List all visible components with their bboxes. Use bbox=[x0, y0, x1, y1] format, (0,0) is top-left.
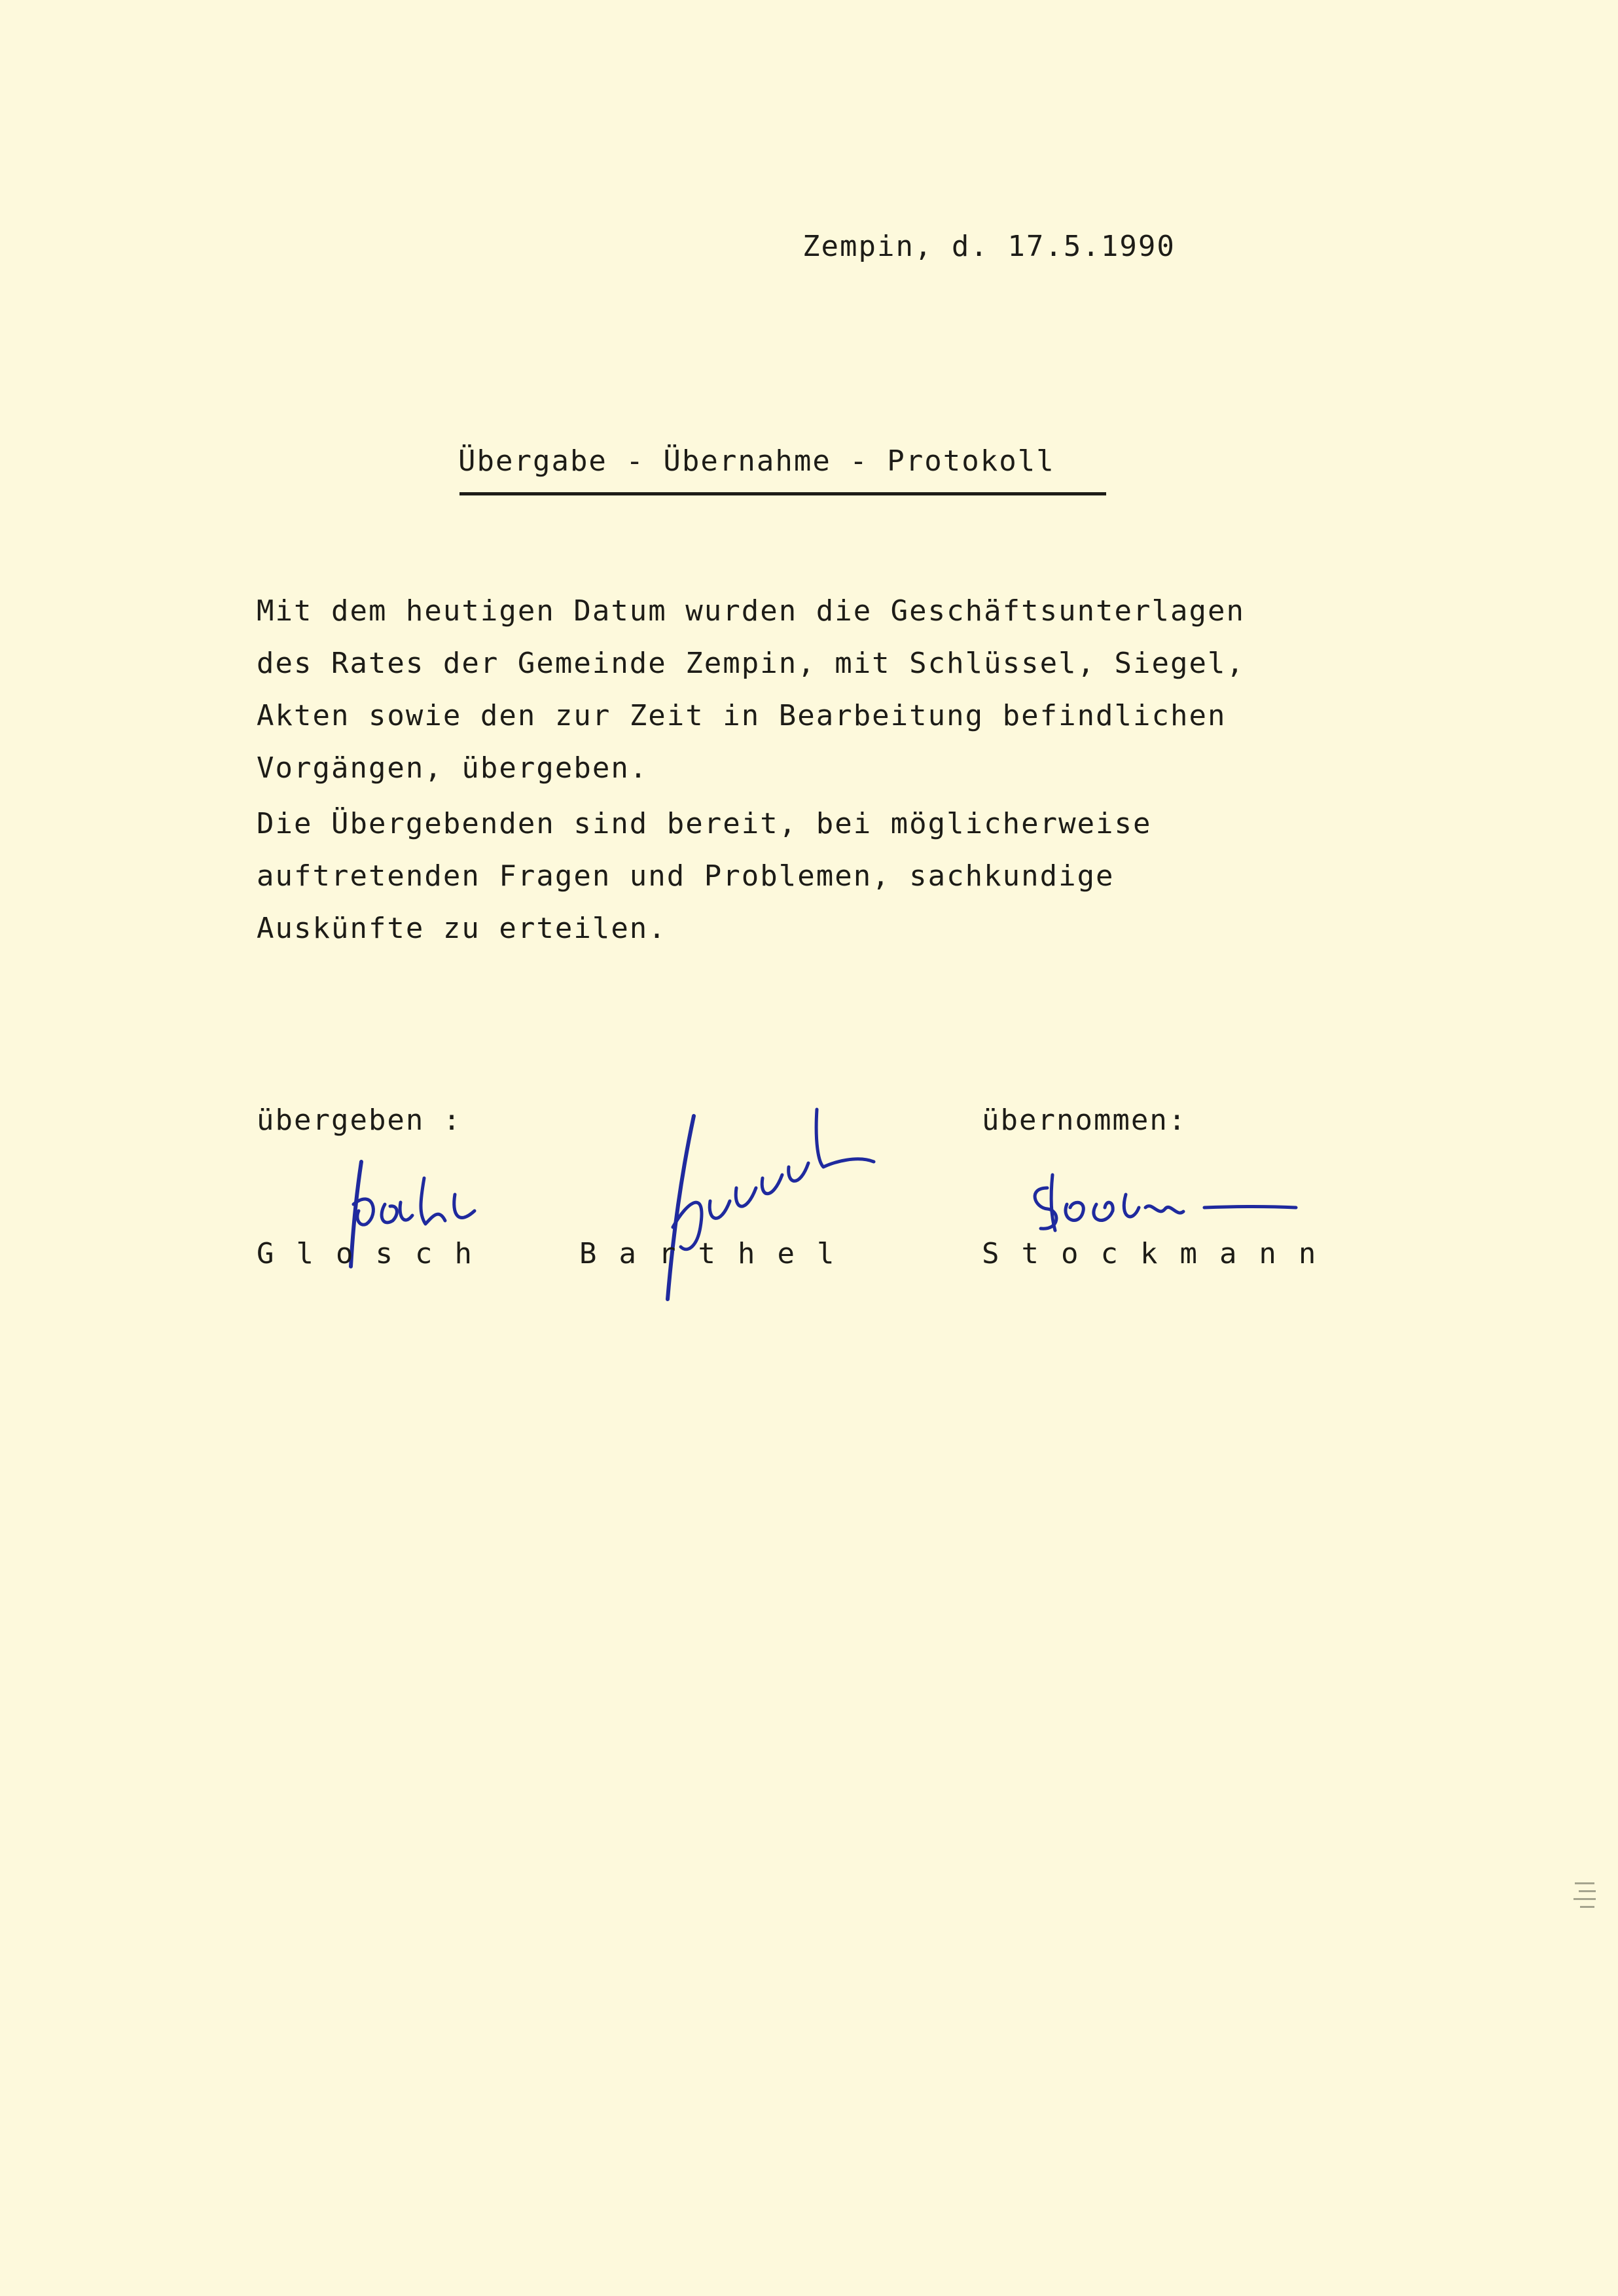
paragraph-line: Mit dem heutigen Datum wurden die Geschäftsunterlagen bbox=[257, 594, 1245, 628]
signatory-name: Glosch bbox=[257, 1237, 494, 1270]
signatory-name: Barthel bbox=[579, 1237, 857, 1270]
paragraph-handover bbox=[257, 585, 1245, 795]
signatory-name: Stockmann bbox=[982, 1237, 1339, 1270]
paragraph-line: Auskünfte zu erteilen. bbox=[257, 912, 667, 945]
place-date: Zempin, d. 17.5.1990 bbox=[802, 230, 1176, 263]
document-title: Übergabe - Übernahme - Protokoll bbox=[458, 444, 1055, 478]
paragraph-line: Die Übergebenden sind bereit, bei möglicherweise bbox=[257, 807, 1152, 840]
paragraph-line: auftretenden Fragen und Problemen, sachkundige bbox=[257, 859, 1115, 893]
paragraph-assistance bbox=[257, 798, 1152, 955]
title-underline bbox=[459, 492, 1106, 495]
label-handed-over: übergeben : bbox=[257, 1103, 462, 1137]
label-taken-over: übernommen: bbox=[982, 1103, 1187, 1137]
paper-mark bbox=[1572, 1878, 1602, 1918]
paragraph-line: Akten sowie den zur Zeit in Bearbeitung befindlichen bbox=[257, 699, 1227, 732]
paragraph-line: Vorgängen, übergeben. bbox=[257, 751, 649, 785]
paragraph-line: des Rates der Gemeinde Zempin, mit Schlüssel, Siegel, bbox=[257, 647, 1245, 680]
